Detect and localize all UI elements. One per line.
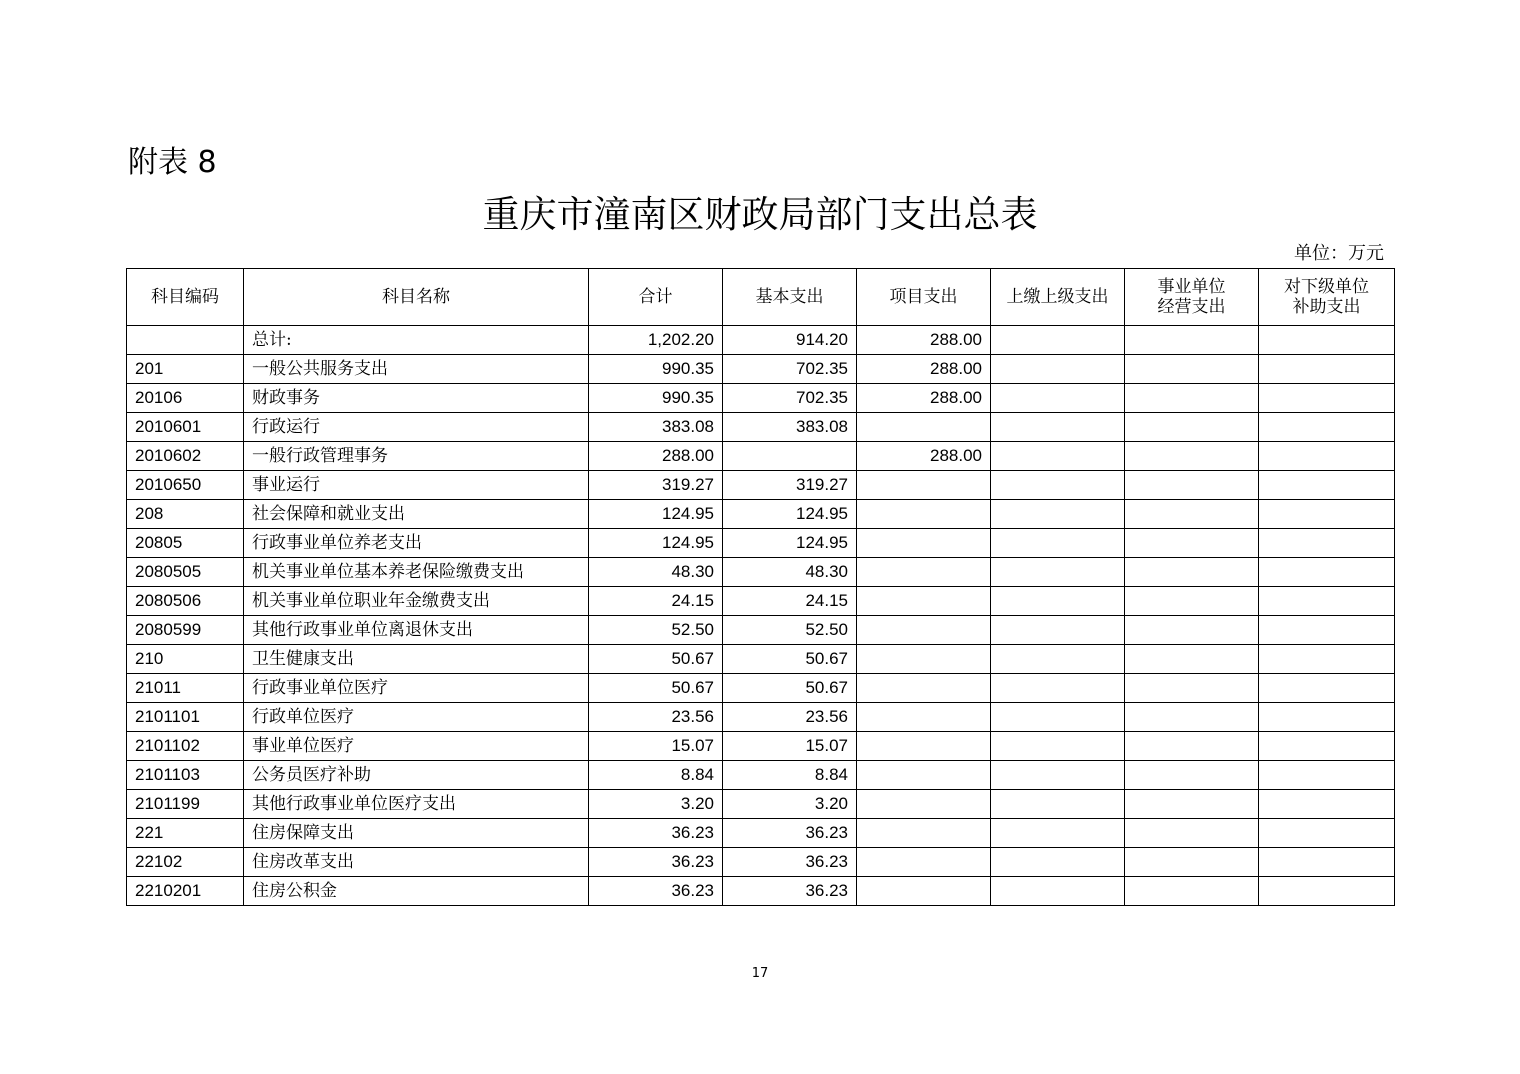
cell-name: 一般行政管理事务 xyxy=(244,442,589,471)
cell-business xyxy=(1125,355,1259,384)
cell-basic: 24.15 xyxy=(723,587,857,616)
cell-basic: 52.50 xyxy=(723,616,857,645)
cell-name: 住房公积金 xyxy=(244,877,589,906)
header-subsidy-line1: 对下级单位 xyxy=(1284,277,1369,297)
table-row xyxy=(127,790,1395,819)
cell-code: 2010602 xyxy=(127,442,244,471)
cell-upper xyxy=(991,413,1125,442)
cell-subsidy xyxy=(1259,848,1395,877)
cell-name: 一般公共服务支出 xyxy=(244,355,589,384)
cell-upper xyxy=(991,587,1125,616)
cell-project xyxy=(857,645,991,674)
cell-project xyxy=(857,616,991,645)
cell-upper xyxy=(991,645,1125,674)
cell-code: 21011 xyxy=(127,674,244,703)
table-row xyxy=(127,877,1395,906)
cell-project xyxy=(857,413,991,442)
cell-project xyxy=(857,471,991,500)
header-basic: 基本支出 xyxy=(723,269,857,326)
cell-business xyxy=(1125,790,1259,819)
cell-basic: 48.30 xyxy=(723,558,857,587)
page-title xyxy=(0,193,1520,237)
cell-name: 住房保障支出 xyxy=(244,819,589,848)
cell-total: 36.23 xyxy=(589,877,723,906)
cell-project xyxy=(857,558,991,587)
cell-total: 124.95 xyxy=(589,500,723,529)
cell-code: 2010650 xyxy=(127,471,244,500)
table-row xyxy=(127,761,1395,790)
cell-subsidy xyxy=(1259,674,1395,703)
cell-basic: 36.23 xyxy=(723,877,857,906)
header-subsidy xyxy=(1259,269,1395,326)
cell-project: 288.00 xyxy=(857,442,991,471)
cell-total: 383.08 xyxy=(589,413,723,442)
cell-subsidy xyxy=(1259,413,1395,442)
cell-total: 48.30 xyxy=(589,558,723,587)
cell-upper xyxy=(991,529,1125,558)
cell-project xyxy=(857,877,991,906)
cell-upper xyxy=(991,616,1125,645)
cell-project xyxy=(857,732,991,761)
cell-subsidy xyxy=(1259,645,1395,674)
cell-basic: 702.35 xyxy=(723,355,857,384)
cell-name: 住房改革支出 xyxy=(244,848,589,877)
cell-basic: 702.35 xyxy=(723,384,857,413)
cell-total: 50.67 xyxy=(589,645,723,674)
cell-basic: 914.20 xyxy=(723,326,857,355)
cell-business xyxy=(1125,587,1259,616)
cell-basic: 3.20 xyxy=(723,790,857,819)
expenditure-table xyxy=(126,268,1395,906)
cell-subsidy xyxy=(1259,732,1395,761)
cell-subsidy xyxy=(1259,558,1395,587)
cell-project xyxy=(857,703,991,732)
table-row xyxy=(127,326,1395,355)
cell-business xyxy=(1125,326,1259,355)
cell-code xyxy=(127,326,244,355)
cell-upper xyxy=(991,732,1125,761)
cell-code: 2080506 xyxy=(127,587,244,616)
cell-project: 288.00 xyxy=(857,355,991,384)
cell-basic: 23.56 xyxy=(723,703,857,732)
header-name: 科目名称 xyxy=(244,269,589,326)
cell-upper xyxy=(991,761,1125,790)
cell-total: 15.07 xyxy=(589,732,723,761)
cell-upper xyxy=(991,848,1125,877)
cell-upper xyxy=(991,819,1125,848)
cell-project xyxy=(857,790,991,819)
cell-total: 36.23 xyxy=(589,848,723,877)
cell-code: 2010601 xyxy=(127,413,244,442)
cell-project xyxy=(857,848,991,877)
cell-upper xyxy=(991,877,1125,906)
cell-basic: 36.23 xyxy=(723,848,857,877)
cell-code: 20106 xyxy=(127,384,244,413)
cell-total: 319.27 xyxy=(589,471,723,500)
table-row xyxy=(127,674,1395,703)
cell-code: 2210201 xyxy=(127,877,244,906)
cell-subsidy xyxy=(1259,384,1395,413)
cell-project xyxy=(857,587,991,616)
cell-code: 2101103 xyxy=(127,761,244,790)
cell-name: 卫生健康支出 xyxy=(244,645,589,674)
cell-basic: 50.67 xyxy=(723,674,857,703)
cell-code: 22102 xyxy=(127,848,244,877)
cell-business xyxy=(1125,819,1259,848)
cell-basic: 124.95 xyxy=(723,529,857,558)
cell-code: 221 xyxy=(127,819,244,848)
cell-name: 公务员医疗补助 xyxy=(244,761,589,790)
cell-code: 20805 xyxy=(127,529,244,558)
header-code: 科目编码 xyxy=(127,269,244,326)
cell-name: 机关事业单位基本养老保险缴费支出 xyxy=(244,558,589,587)
cell-code: 2101102 xyxy=(127,732,244,761)
cell-basic: 8.84 xyxy=(723,761,857,790)
table-row xyxy=(127,442,1395,471)
table-row xyxy=(127,732,1395,761)
cell-name: 事业单位医疗 xyxy=(244,732,589,761)
cell-upper xyxy=(991,471,1125,500)
cell-subsidy xyxy=(1259,819,1395,848)
cell-subsidy xyxy=(1259,500,1395,529)
header-project: 项目支出 xyxy=(857,269,991,326)
cell-upper xyxy=(991,674,1125,703)
cell-name: 总计: xyxy=(244,326,589,355)
header-business-line1: 事业单位 xyxy=(1157,277,1226,297)
page-number: 17 xyxy=(751,966,769,981)
table-row xyxy=(127,558,1395,587)
cell-upper xyxy=(991,442,1125,471)
cell-subsidy xyxy=(1259,471,1395,500)
cell-business xyxy=(1125,471,1259,500)
cell-business xyxy=(1125,529,1259,558)
cell-subsidy xyxy=(1259,442,1395,471)
cell-project xyxy=(857,500,991,529)
cell-total: 990.35 xyxy=(589,355,723,384)
cell-upper xyxy=(991,703,1125,732)
cell-business xyxy=(1125,442,1259,471)
cell-name: 行政单位医疗 xyxy=(244,703,589,732)
table-row xyxy=(127,587,1395,616)
table-row xyxy=(127,413,1395,442)
table-row xyxy=(127,703,1395,732)
cell-name: 行政运行 xyxy=(244,413,589,442)
cell-business xyxy=(1125,645,1259,674)
cell-total: 990.35 xyxy=(589,384,723,413)
cell-basic: 383.08 xyxy=(723,413,857,442)
cell-subsidy xyxy=(1259,355,1395,384)
cell-subsidy xyxy=(1259,877,1395,906)
cell-project xyxy=(857,674,991,703)
table-header-row xyxy=(127,269,1395,326)
cell-name: 其他行政事业单位医疗支出 xyxy=(244,790,589,819)
cell-total: 36.23 xyxy=(589,819,723,848)
cell-business xyxy=(1125,558,1259,587)
cell-basic: 124.95 xyxy=(723,500,857,529)
table-row xyxy=(127,500,1395,529)
table-body xyxy=(127,326,1395,906)
cell-upper xyxy=(991,790,1125,819)
cell-subsidy xyxy=(1259,529,1395,558)
cell-project xyxy=(857,529,991,558)
cell-subsidy xyxy=(1259,703,1395,732)
table-row xyxy=(127,848,1395,877)
cell-project: 288.00 xyxy=(857,384,991,413)
table-row xyxy=(127,355,1395,384)
cell-total: 8.84 xyxy=(589,761,723,790)
cell-basic: 319.27 xyxy=(723,471,857,500)
cell-name: 事业运行 xyxy=(244,471,589,500)
cell-business xyxy=(1125,616,1259,645)
cell-upper xyxy=(991,384,1125,413)
header-upper: 上缴上级支出 xyxy=(991,269,1125,326)
cell-total: 1,202.20 xyxy=(589,326,723,355)
cell-total: 52.50 xyxy=(589,616,723,645)
table-row xyxy=(127,645,1395,674)
cell-subsidy xyxy=(1259,790,1395,819)
cell-business xyxy=(1125,877,1259,906)
cell-business xyxy=(1125,674,1259,703)
cell-code: 2080505 xyxy=(127,558,244,587)
table-row xyxy=(127,471,1395,500)
cell-business xyxy=(1125,384,1259,413)
cell-upper xyxy=(991,326,1125,355)
cell-name: 行政事业单位养老支出 xyxy=(244,529,589,558)
page-title-text: 重庆市潼南区财政局部门支出总表 xyxy=(482,193,1038,236)
cell-subsidy xyxy=(1259,761,1395,790)
cell-subsidy xyxy=(1259,616,1395,645)
cell-code: 201 xyxy=(127,355,244,384)
cell-upper xyxy=(991,558,1125,587)
cell-name: 社会保障和就业支出 xyxy=(244,500,589,529)
cell-code: 2101199 xyxy=(127,790,244,819)
cell-basic: 50.67 xyxy=(723,645,857,674)
cell-upper xyxy=(991,355,1125,384)
header-business xyxy=(1125,269,1259,326)
cell-business xyxy=(1125,848,1259,877)
cell-name: 行政事业单位医疗 xyxy=(244,674,589,703)
cell-subsidy xyxy=(1259,326,1395,355)
cell-name: 其他行政事业单位离退休支出 xyxy=(244,616,589,645)
unit-label: 单位：万元 xyxy=(1294,243,1384,264)
cell-basic xyxy=(723,442,857,471)
cell-project xyxy=(857,761,991,790)
header-total: 合计 xyxy=(589,269,723,326)
cell-name: 机关事业单位职业年金缴费支出 xyxy=(244,587,589,616)
header-subsidy-line2: 补助支出 xyxy=(1292,297,1361,317)
cell-business xyxy=(1125,732,1259,761)
cell-name: 财政事务 xyxy=(244,384,589,413)
table-row xyxy=(127,616,1395,645)
cell-total: 23.56 xyxy=(589,703,723,732)
cell-code: 2101101 xyxy=(127,703,244,732)
table-row xyxy=(127,819,1395,848)
header-business-line2: 经营支出 xyxy=(1157,297,1226,317)
table-row xyxy=(127,529,1395,558)
cell-project: 288.00 xyxy=(857,326,991,355)
cell-total: 288.00 xyxy=(589,442,723,471)
cell-upper xyxy=(991,500,1125,529)
cell-code: 2080599 xyxy=(127,616,244,645)
cell-project xyxy=(857,819,991,848)
cell-total: 50.67 xyxy=(589,674,723,703)
cell-code: 210 xyxy=(127,645,244,674)
cell-total: 124.95 xyxy=(589,529,723,558)
cell-basic: 36.23 xyxy=(723,819,857,848)
cell-business xyxy=(1125,761,1259,790)
cell-subsidy xyxy=(1259,587,1395,616)
cell-total: 24.15 xyxy=(589,587,723,616)
cell-business xyxy=(1125,413,1259,442)
table-row xyxy=(127,384,1395,413)
cell-business xyxy=(1125,500,1259,529)
cell-basic: 15.07 xyxy=(723,732,857,761)
cell-total: 3.20 xyxy=(589,790,723,819)
annex-label: 附表 8 xyxy=(128,145,217,180)
cell-code: 208 xyxy=(127,500,244,529)
cell-business xyxy=(1125,703,1259,732)
